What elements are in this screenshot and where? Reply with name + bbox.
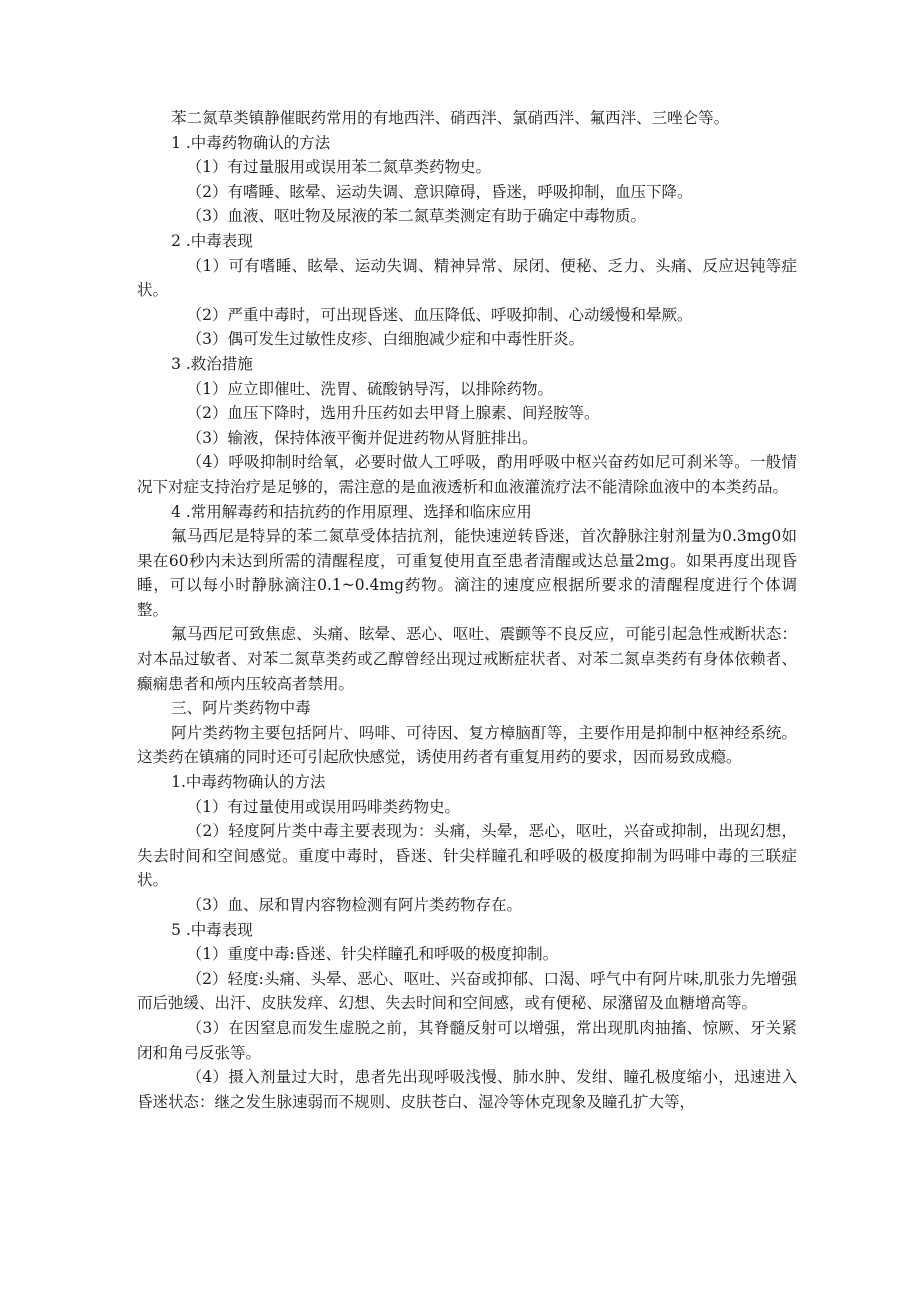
- paragraph: （3）偶可发生过敏性皮疹、白细胞减少症和中毒性肝炎。: [186, 330, 584, 349]
- paragraph: （2）有嗜睡、眩晕、运动失调、意识障碍，昏迷，呼吸抑制，血压下降。: [186, 182, 693, 201]
- paragraph: 氟马西尼可致焦虑、头痛、眩晕、恶心、呕吐、震颤等不良反应，可能引起急性戒断状态：对本品过敏者、对苯二氮草类药或乙醇曾经出现过戒断症状者、对苯二氮卓类药有身体依赖者、癫痫患者和颅内压较高者禁用。: [137, 625, 797, 693]
- paragraph: 4 .常用解毒药和拮抗药的作用原理、选择和临床应用: [171, 502, 532, 521]
- paragraph: （2）轻度阿片类中毒主要表现为：头痛，头晕，恶心，呕吐，兴奋或抑制，出现幻想，失去时间和空间感觉。重度中毒时，昏迷、针尖样瞳孔和呼吸的极度抑制为吗啡中毒的三联症状。: [137, 822, 797, 890]
- paragraph: （3）血、尿和胃内容物检测有阿片类药物存在。: [186, 896, 522, 914]
- paragraph: 阿片类药物主要包括阿片、吗啡、可待因、复方樟脑酊等，主要作用是抑制中枢神经系统。这类药在镇痛的同时还可引起欣快感觉，诱使用药者有重复用药的要求，因而易致成瘾。: [137, 723, 797, 767]
- paragraph: 2 .中毒表现: [171, 231, 253, 250]
- paragraph: 1 .中毒药物确认的方法: [171, 133, 331, 152]
- document-page: [137, 106, 797, 1114]
- paragraph: 氟马西尼是特异的苯二氮草受体拮抗剂，能快速逆转昏迷，首次静脉注射剂量为0.3mg0如果在60秒内未达到所需的清醒程度，可重复使用直至患者清醒或达总量2mg。如果再度出现昏睡，可以每小时静脉滴注0.1~0.4mg药物。滴注的速度应根据所要求的清醒程度进行个体调整。: [137, 527, 797, 619]
- paragraph: （3）在因窒息而发生虚脱之前，其脊髓反射可以增强，常出现肌肉抽搐、惊厥、牙关紧闭和角弓反张等。: [137, 1018, 797, 1062]
- paragraph: （3）输液，保持体液平衡并促进药物从肾脏排出。: [186, 428, 538, 447]
- paragraph: （1）应立即催吐、洗胃、硫酸钠导泻，以排除药物。: [186, 379, 553, 398]
- paragraph: （1）有过量服用或误用苯二氮草类药物史。: [186, 158, 491, 177]
- paragraph: 3 .救治措施: [171, 354, 253, 373]
- paragraph: （3）血液、呕吐物及尿液的苯二氮草类测定有助于确定中毒物质。: [186, 207, 646, 226]
- paragraph: （2）严重中毒时，可出现昏迷、血压降低、呼吸抑制、心动缓慢和晕厥。: [186, 305, 693, 324]
- paragraph: （2）血压下降时，选用升压药如去甲肾上腺素、间羟胺等。: [186, 404, 600, 423]
- paragraph: 苯二氮草类镇静催眠药常用的有地西泮、硝西泮、氯硝西泮、氟西泮、三唑仑等。: [171, 109, 730, 127]
- paragraph: 三、阿片类药物中毒: [171, 699, 311, 718]
- paragraph: 5 .中毒表现: [171, 920, 253, 939]
- paragraph: （1）可有嗜睡、眩晕、运动失调、精神异常、尿闭、便秘、乏力、头痛、反应迟钝等症状。: [137, 256, 797, 300]
- paragraph: 1.中毒药物确认的方法: [171, 773, 326, 792]
- paragraph: （2）轻度:头痛、头晕、恶心、呕吐、兴奋或抑郁、口渴、呼气中有阿片味,肌张力先增强而后弛缓、出汗、皮肤发痒、幻想、失去时间和空间感，或有便秘、尿潴留及血糖增高等。: [137, 969, 797, 1013]
- paragraph: （4）摄入剂量过大时，患者先出现呼吸浅慢、肺水肿、发绀、瞳孔极度缩小，迅速进入昏迷状态：继之发生脉速弱而不规则、皮肤苍白、湿冷等休克现象及瞳孔扩大等，: [137, 1068, 797, 1111]
- paragraph: （1）有过量使用或误用吗啡类药物史。: [186, 797, 460, 816]
- paragraph: （1）重度中毒:昏迷、针尖样瞳孔和呼吸的极度抑制。: [186, 945, 559, 964]
- paragraph: （4）呼吸抑制时给氧，必要时做人工呼吸，酌用呼吸中枢兴奋药如尼可刹米等。一般情况下对症支持治疗是足够的，需注意的是血液透析和血液灌流疗法不能清除血液中的本类药品。: [137, 453, 797, 496]
